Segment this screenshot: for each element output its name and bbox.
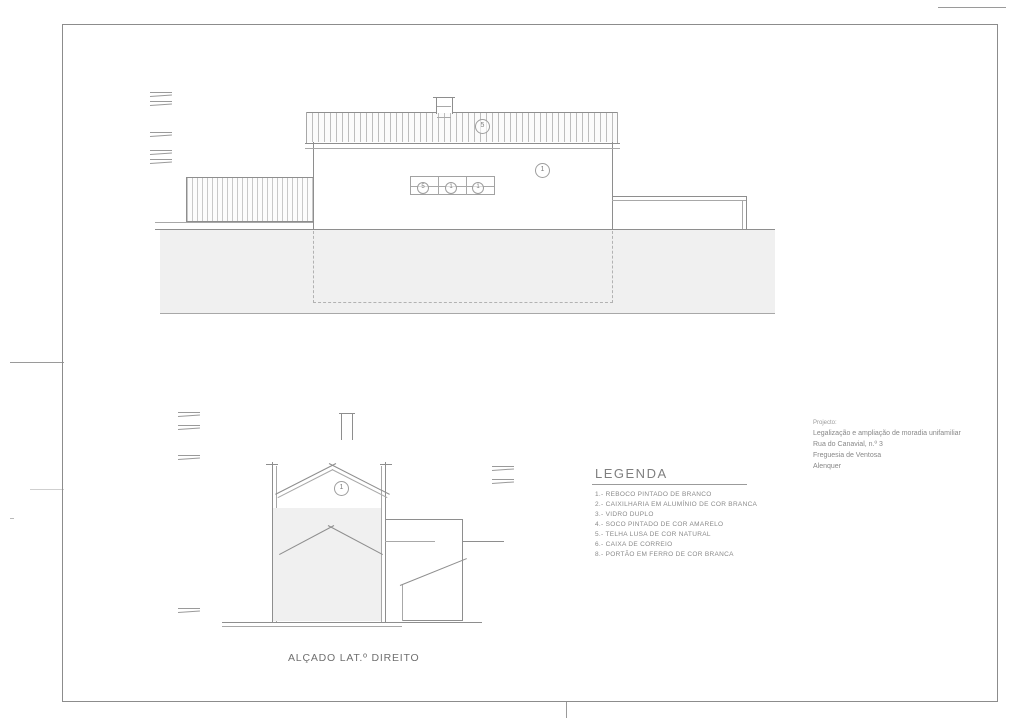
annex-inner-edge	[402, 585, 403, 621]
side-leader-tick-4	[178, 608, 200, 614]
eaves-line-secondary	[305, 148, 620, 149]
annex-top-line-2	[612, 200, 747, 201]
annex-right-edge-inner	[742, 200, 743, 229]
project-info-block	[813, 418, 1003, 472]
side-leader-tick-1	[178, 412, 200, 418]
project-info-line: Freguesia de Ventosa	[813, 452, 882, 459]
annex-side-right	[462, 519, 463, 620]
legend-list	[595, 490, 795, 560]
leader-tick-1	[150, 92, 172, 98]
terrain-base-line	[160, 313, 775, 314]
side-ground-line-2	[222, 626, 402, 627]
callout-window: 5	[417, 182, 429, 194]
chimney-right	[452, 98, 453, 114]
foundation-outline-right	[612, 231, 613, 303]
trim-mark-left-upper	[10, 362, 64, 363]
roof-left-edge	[306, 112, 307, 143]
project-info-label: Projecto:	[813, 420, 837, 426]
annex-top-line	[612, 196, 747, 197]
annex-side-top	[385, 519, 463, 520]
legend-item: 5.- TELHA LUSA DE COR NATURAL	[595, 531, 711, 538]
callout-roof: 5	[475, 119, 490, 134]
side-right-wall	[385, 462, 386, 622]
callout-window-2: 1	[445, 182, 457, 194]
ground-line	[155, 229, 775, 230]
side-chimney-body	[341, 414, 352, 438]
leader-tick-3	[150, 132, 172, 138]
gate-left-post	[186, 177, 187, 222]
trim-mark-left-lower	[30, 489, 64, 490]
roof-plane	[306, 113, 618, 142]
eaves-right-overhang	[380, 464, 392, 465]
callout-facade: 1	[535, 163, 550, 178]
legend-title: LEGENDA	[595, 466, 668, 481]
leader-tick-5	[150, 159, 172, 165]
window-mullion-1	[438, 177, 439, 195]
side-leader-tick-right-2	[492, 479, 514, 485]
foundation-outline-left	[313, 231, 314, 303]
legend-item: 6.- CAIXA DE CORREIO	[595, 541, 673, 548]
chimney-detail	[437, 106, 451, 107]
side-ground-line	[222, 622, 482, 623]
trim-mark-dot	[10, 518, 14, 519]
annex-side-shelf	[385, 541, 435, 542]
annex-side-bottom	[402, 620, 463, 621]
gate-top-line	[186, 177, 314, 178]
callout-window-3: 1	[472, 182, 484, 194]
project-info-line: Alenquer	[813, 463, 842, 470]
legend-item: 3.- VIDRO DUPLO	[595, 511, 654, 518]
leader-tick-4	[150, 150, 172, 156]
leader-tick-2	[150, 101, 172, 107]
trim-mark-top	[938, 7, 1006, 8]
annex-ground-extension	[462, 541, 504, 542]
legend-item: 2.- CAIXILHARIA EM ALUMÍNIO DE COR BRANCA	[595, 501, 758, 508]
side-chimney-left	[341, 414, 342, 440]
legend-item: 1.- REBOCO PINTADO DE BRANCO	[595, 491, 712, 498]
project-info-line: Legalização e ampliação de moradia unifamiliar	[813, 430, 961, 437]
side-chimney-right	[352, 414, 353, 440]
side-leader-tick-right-1	[492, 466, 514, 472]
roof-right-edge	[617, 112, 618, 143]
callout-gable: 1	[334, 481, 349, 496]
trim-mark-bottom	[566, 702, 567, 718]
chimney-detail-2	[437, 117, 451, 118]
eaves-line	[305, 143, 620, 144]
eaves-left-overhang	[266, 464, 278, 465]
ridge-line	[306, 112, 618, 113]
window-mullion-2	[466, 177, 467, 195]
legend-item: 8.- PORTÃO EM FERRO DE COR BRANCA	[595, 551, 734, 558]
legend-item: 4.- SOCO PINTADO DE COR AMARELO	[595, 521, 724, 528]
boundary-gate-panel	[187, 178, 313, 221]
project-info-line: Rua do Canavial, n.º 3	[813, 441, 883, 448]
gate-plinth-line	[155, 222, 315, 223]
annex-right-edge	[746, 196, 747, 229]
drawing-caption: ALÇADO LAT.º DIREITO	[288, 652, 420, 664]
foundation-outline-bottom	[313, 302, 613, 303]
legend-underline	[592, 484, 747, 485]
side-leader-tick-2	[178, 425, 200, 431]
side-leader-tick-3	[178, 455, 200, 461]
